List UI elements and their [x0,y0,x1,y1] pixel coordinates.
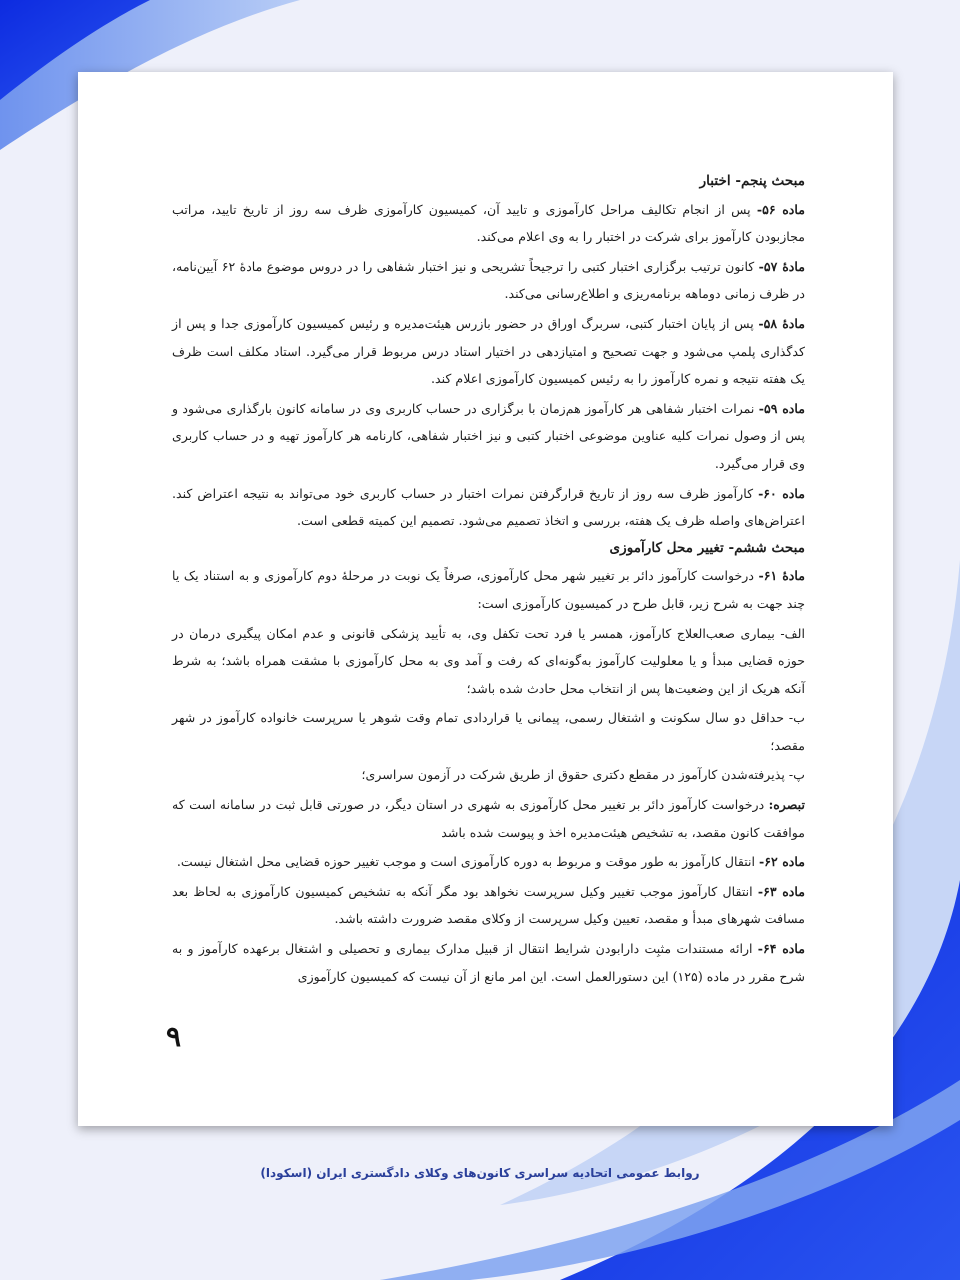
article-57 [172,253,805,308]
article-56 [172,196,805,251]
article-58 [172,310,805,393]
article-label: مادۀ ۵۸- [758,315,805,331]
note-label: تبصره: [768,797,805,813]
list-item-be: ب- حداقل دو سال سکونت و اشتغال رسمی، پیمانی یا قراردادی تمام وقت شوهر یا سرپرست خانواده کارآموز در شهر مقصد؛ [172,710,805,753]
footer-credit: روابط عمومی اتحادیه سراسری کانون‌های وکلای دادگستری ایران (اسکودا) [260,1166,700,1180]
section-heading: مبحث پنجم- اختبار [699,173,805,189]
article-label: ماده ۶۰- [758,485,805,501]
article-text: پس از پایان اختبار کتبی، سربرگ اوراق در حضور بازرس هیئت‌مدیره و رئیس کمیسیون کارآموزی جدا و پس از کدگذاری پلمپ می‌شود و جهت تصحیح و امتیازدهی در اختیار استاد درس مربوط قرار می‌گیرد. استاد مکلف است ظرف یک هفته نتیجه و نمره کارآموز را به رئیس کمیسیون کارآموزی اعلام کند. [172,315,805,387]
article-label: ماده ۵۶- [756,201,805,217]
page-body [172,168,805,990]
list-item-pe: پ- پذیرفته‌شدن کارآموز در مقطع دکتری حقوق از طریق شرکت در آزمون سراسری؛ [361,767,805,783]
note-text: درخواست کارآموز دائر بر تغییر محل کارآموزی به شهری در استان دیگر، در صورتی قابل ثبت در سامانه است که موافقت کانون مقصد، به تشخیص هیئت‌مدیره اخذ و پیوست شده باشد [172,797,805,840]
article-label: ماده ۶۳- [757,883,805,899]
article-63 [172,878,805,933]
article-text: کارآموز ظرف سه روز از تاریخ قرارگرفتن نمرات اختبار در حساب کاربری خود می‌تواند به نتیجه اعتراض کند. اعتراض‌های واصله ظرف یک هفته، بررسی و اتخاذ تصمیم می‌شود. تصمیم این کمیته قطعی است. [172,485,805,529]
article-label: مادۀ ۵۷- [758,258,805,274]
article-label: مادۀ ۶۱- [758,568,805,584]
article-64 [172,935,805,990]
article-text: پس از انجام تکالیف مراحل کارآموزی و تایید آن، کمیسیون کارآموزی ظرف سه روز از تاریخ تایید، مراتب مجازبودن کارآموز برای شرکت در اختبار را به وی اعلام می‌کند. [172,201,805,245]
article-label: ماده ۵۹- [758,400,805,416]
article-59 [172,395,805,478]
document-page [78,72,893,1126]
page-number: ۹ [166,1020,182,1053]
section-heading: مبحث ششم- تغییر محل کارآموزی [609,539,805,556]
article-62 [172,848,805,876]
article-60 [172,480,805,535]
article-text: کانون ترتیب برگزاری اختبار کتبی را ترجیحاً تشریحی و نیز اختبار شفاهی را در دروس موضوع مادۀ ۶۲ آیین‌نامه، در ظرف زمانی دوماهه برنامه‌ریزی و اطلاع‌رسانی می‌کند. [172,258,805,302]
article-text: درخواست کارآموز دائر بر تغییر شهر محل کارآموزی، صرفاً یک نوبت در مرحلۀ دوم کارآموزی و به استناد یک یا چند جهت به شرح زیر، قابل طرح در کمیسیون کارآموزی است: [172,568,805,611]
article-label: ماده ۶۲- [759,854,805,870]
note-tabsare [172,791,805,846]
list-item-alef: الف- بیماری صعب‌العلاج کارآموز، همسر یا فرد تحت تکفل وی، به تأیید پزشکی قانونی و عدم امکان پیگیری درمان در حوزه قضایی مبدأ و یا معلولیت کارآموز به‌گونه‌ای که رفت و آمد وی به محل کارآموزی با مشقت همراه باشد؛ به شرط آنکه هریک از این وضعیت‌ها پس از انتخاب محل حادث شده باشد؛ [172,625,805,696]
article-text: انتقال کارآموز به طور موقت و مربوط به دوره کارآموزی است و موجب تغییر حوزه قضایی محل اشتغال نیست. [176,854,760,870]
article-label: ماده ۶۴- [757,941,805,957]
article-61 [172,562,805,617]
article-text: نمرات اختبار شفاهی هر کارآموز هم‌زمان با برگزاری در حساب کاربری وی در سامانه کانون بارگذاری می‌شود و پس از وصول نمرات کلیه عناوین موضوعی اختبار کتبی و نیز اختبار شفاهی، کارنامه هر کارآموز تهیه و در حساب کاربری وی قرار می‌گیرد. [172,400,805,471]
article-text: انتقال کارآموز موجب تغییر وکیل سرپرست نخواهد بود مگر آنکه به تشخیص کمیسیون کارآموزی به لحاظ بعد مسافت شهرهای مبدأ و مقصد، تعیین وکیل سرپرست از وکلای مقصد ضرورت داشته باشد. [172,883,805,927]
article-text: ارائه مستندات مثبِت دارابودن شرایط انتقال از قبیل مدارک بیماری و تحصیلی و اشتغال برعهده کارآموز و به شرح مقرر در ماده (۱۲۵) این دستورالعمل است. این امر مانع از آن نیست که کمیسیون کارآموزی [172,941,805,984]
